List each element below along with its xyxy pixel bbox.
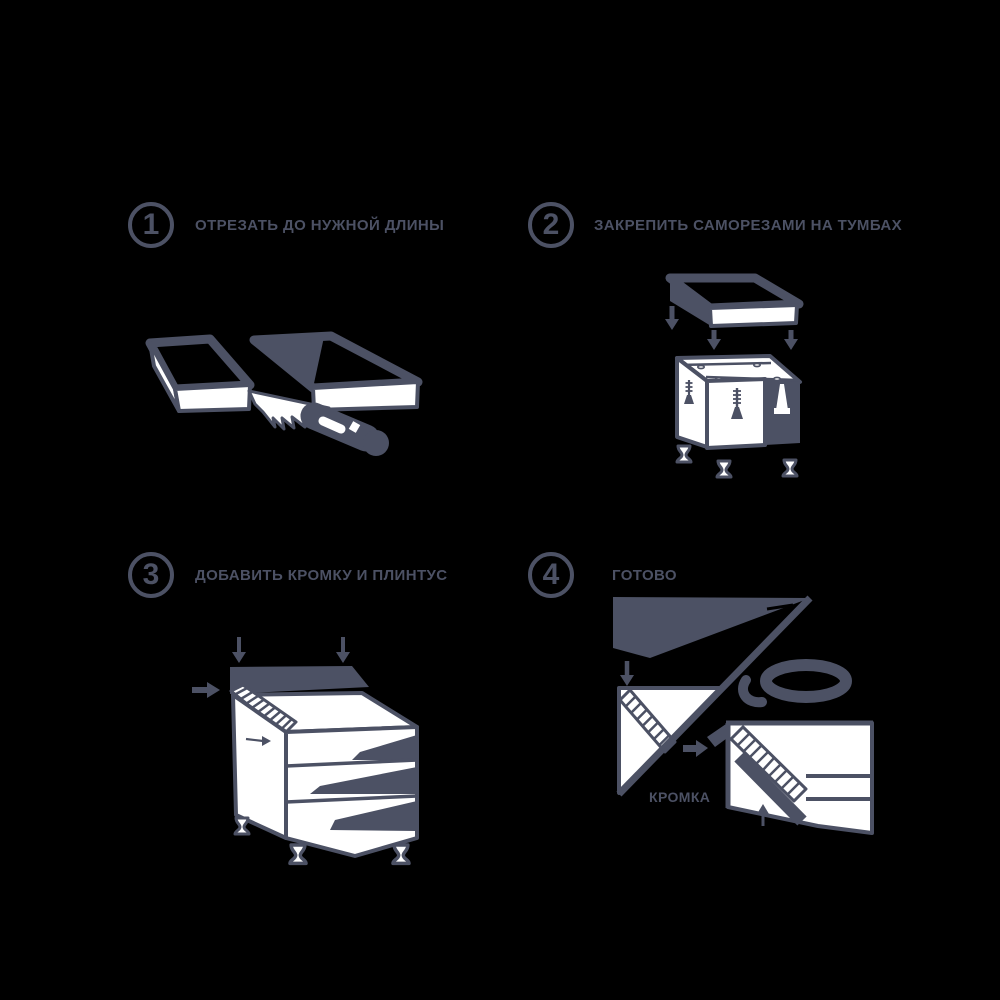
adjustable-foot bbox=[783, 460, 797, 476]
step-1-illustration-saw-cutting bbox=[150, 336, 418, 456]
edge-tape-roll bbox=[766, 665, 846, 697]
screw-hole bbox=[754, 363, 760, 366]
step-3-illustration-edge-and-plinth bbox=[192, 637, 417, 863]
arrow-down-icon bbox=[620, 661, 634, 686]
step-4-title: ГОТОВО bbox=[612, 567, 677, 584]
arrow-down-icon bbox=[707, 330, 721, 350]
right-board-cut-shadow bbox=[254, 337, 324, 388]
adjustable-foot bbox=[290, 845, 306, 863]
arrow-right-icon bbox=[683, 740, 708, 757]
saw-handle-pommel bbox=[363, 430, 389, 456]
adjustable-foot bbox=[235, 818, 249, 834]
arrow-down-icon bbox=[232, 637, 246, 663]
step-2-illustration-fastening bbox=[665, 278, 800, 477]
edge-band-label: КРОМКА bbox=[649, 789, 711, 805]
edge-tape-end bbox=[743, 680, 762, 702]
arrow-down-icon bbox=[784, 330, 798, 350]
step-1-title: ОТРЕЗАТЬ ДО НУЖНОЙ ДЛИНЫ bbox=[195, 217, 445, 234]
step-1-number: 1 bbox=[142, 208, 160, 241]
arrow-down-icon bbox=[336, 637, 350, 663]
right-board-front-face bbox=[313, 382, 418, 410]
adjustable-foot bbox=[717, 461, 731, 477]
adjustable-foot bbox=[677, 446, 691, 462]
step-3-number: 3 bbox=[142, 558, 160, 591]
step-2-title: ЗАКРЕПИТЬ САМОРЕЗАМИ НА ТУМБАХ bbox=[594, 217, 903, 234]
screw-hole bbox=[698, 365, 704, 368]
step-4-number: 4 bbox=[542, 558, 560, 591]
countertop-front-face bbox=[710, 305, 797, 326]
adjustable-foot bbox=[393, 845, 409, 863]
step-2-number: 2 bbox=[542, 208, 560, 241]
saw-handle-button bbox=[351, 425, 358, 429]
left-board-front-face bbox=[175, 385, 250, 411]
arrow-right-icon bbox=[192, 682, 220, 698]
arrow-down-icon bbox=[665, 306, 679, 330]
step-3-title: ДОБАВИТЬ КРОМКУ И ПЛИНТУС bbox=[195, 567, 448, 584]
left-board-end-face bbox=[150, 343, 179, 411]
step-4-illustration-edge-banding bbox=[613, 597, 873, 833]
